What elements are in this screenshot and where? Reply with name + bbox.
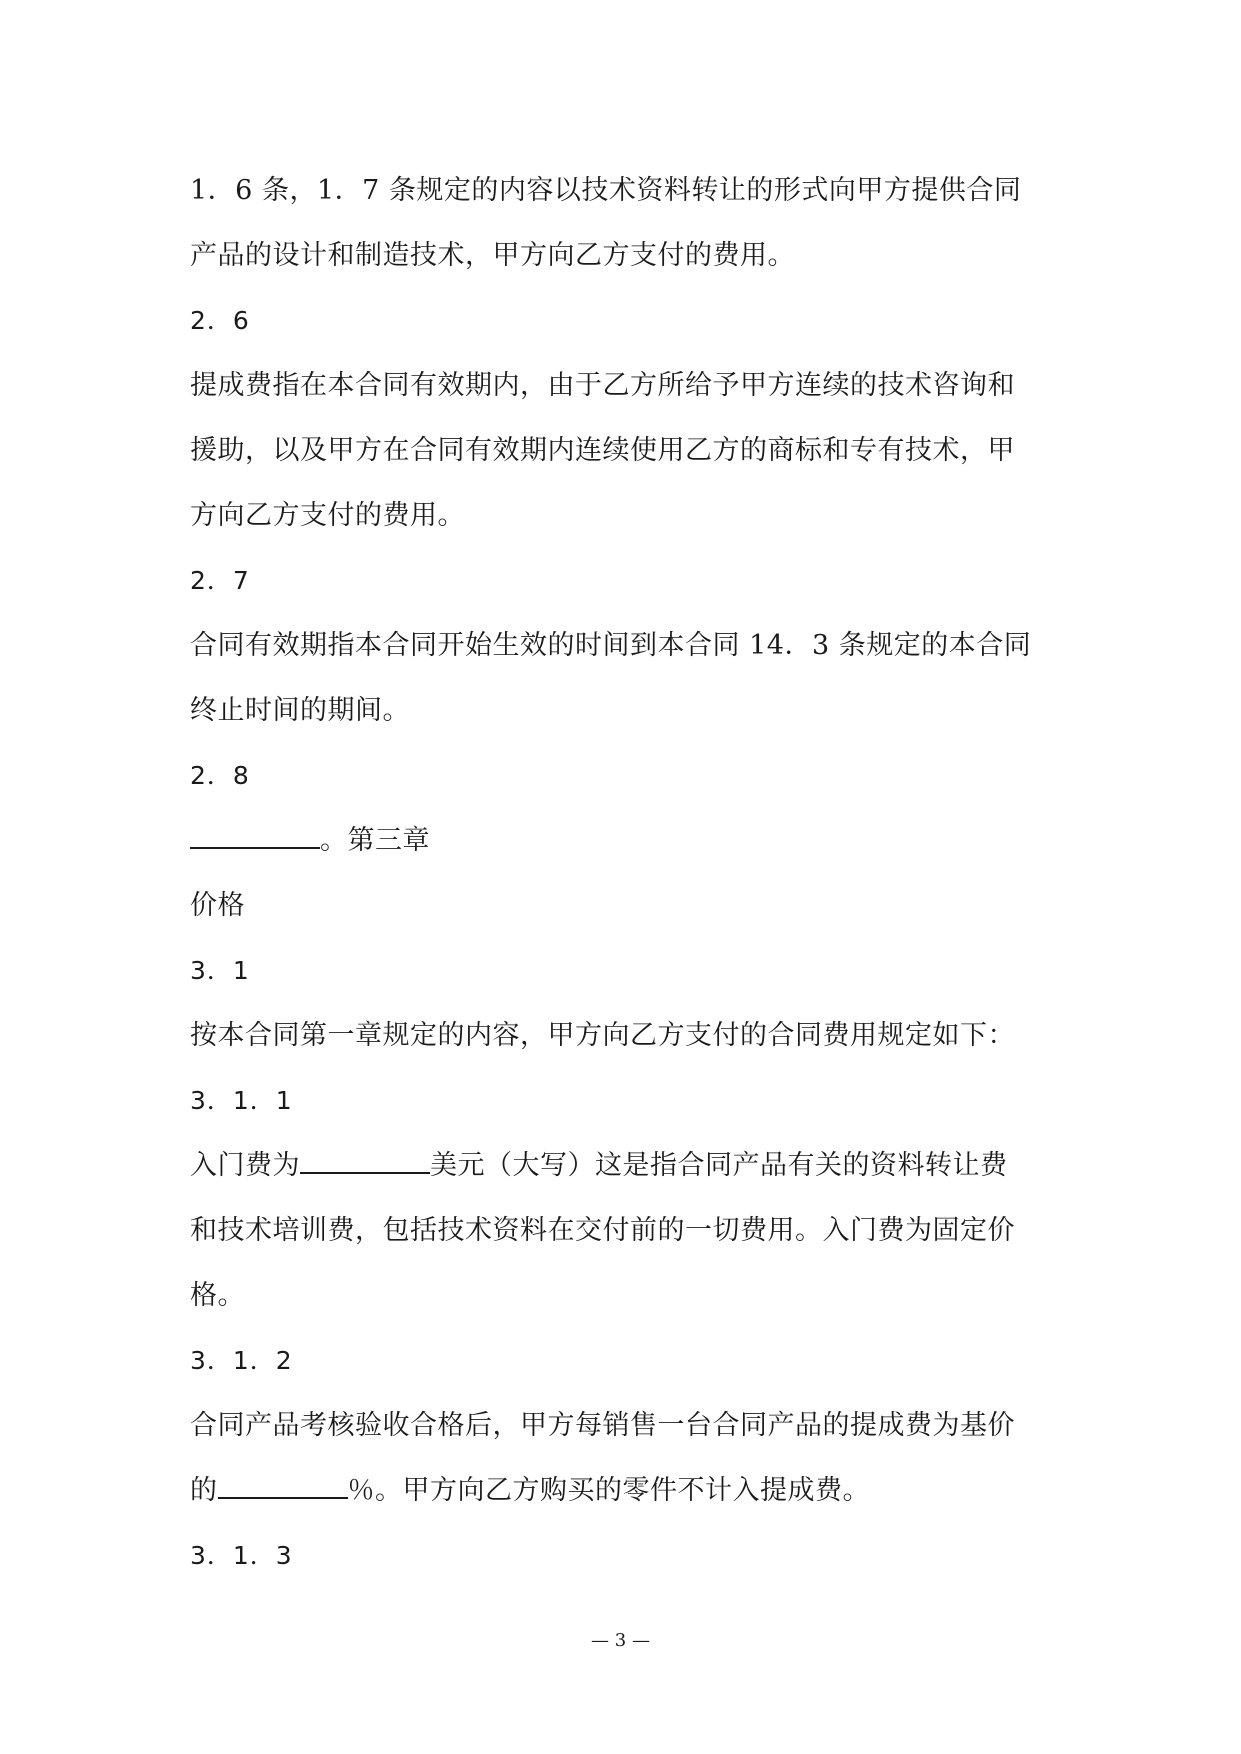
text-line	[190, 678, 1070, 743]
line-text: 2．8	[190, 761, 250, 790]
document-body	[190, 158, 1070, 1588]
line-text: ％。甲方向乙方购买的零件不计入提成费。	[347, 1475, 870, 1506]
line-text: 终止时间的期间。	[190, 695, 410, 726]
page-number: — 3 —	[591, 1630, 650, 1651]
line-text: 入门费为	[190, 1150, 300, 1181]
chapter-title	[190, 873, 1070, 938]
line-text: 3．1．3	[190, 1541, 293, 1570]
text-line	[190, 353, 1070, 418]
text-line	[190, 1133, 1070, 1198]
fill-in-blank[interactable]	[218, 1473, 348, 1499]
text-line	[190, 418, 1070, 483]
line-text: 。第三章	[320, 825, 430, 856]
text-line	[190, 613, 1070, 678]
clause-number	[190, 743, 1070, 808]
clause-number	[190, 1523, 1070, 1588]
clause-number	[190, 938, 1070, 1003]
line-text: 和技术培训费，包括技术资料在交付前的一切费用。入门费为固定价	[190, 1215, 1015, 1246]
text-line	[190, 1198, 1070, 1263]
text-line	[190, 483, 1070, 548]
line-text: 3．1．1	[190, 1086, 293, 1115]
clause-number	[190, 548, 1070, 613]
text-line	[190, 1393, 1070, 1458]
line-text: 产品的设计和制造技术，甲方向乙方支付的费用。	[190, 240, 795, 271]
line-text: 格。	[190, 1280, 245, 1311]
line-text: 2．6	[190, 306, 250, 335]
line-text: 2．7	[190, 566, 250, 595]
line-text: 美元（大写）这是指合同产品有关的资料转让费	[430, 1150, 1008, 1181]
line-text: 3．1．2	[190, 1346, 293, 1375]
line-text: 方向乙方支付的费用。	[190, 500, 465, 531]
clause-number	[190, 1328, 1070, 1393]
line-text: 按本合同第一章规定的内容，甲方向乙方支付的合同费用规定如下：	[190, 1020, 1015, 1051]
fill-in-blank[interactable]	[190, 823, 320, 849]
text-line	[190, 223, 1070, 288]
line-text: 提成费指在本合同有效期内，由于乙方所给予甲方连续的技术咨询和	[190, 370, 1015, 401]
clause-number	[190, 1068, 1070, 1133]
text-line	[190, 158, 1070, 223]
line-text: 3．1	[190, 956, 250, 985]
text-line	[190, 1003, 1070, 1068]
line-text: 的	[190, 1475, 218, 1506]
line-text: 价格	[190, 890, 245, 921]
fill-in-blank[interactable]	[300, 1148, 430, 1174]
line-text: 合同有效期指本合同开始生效的时间到本合同 14．3 条规定的本合同	[190, 630, 1032, 661]
line-text: 1．6 条，1．7 条规定的内容以技术资料转让的形式向甲方提供合同	[190, 175, 1022, 206]
text-line	[190, 808, 1070, 873]
line-text: 合同产品考核验收合格后，甲方每销售一台合同产品的提成费为基价	[190, 1410, 1015, 1441]
text-line	[190, 1263, 1070, 1328]
clause-number	[190, 288, 1070, 353]
text-line	[190, 1458, 1070, 1523]
line-text: 援助，以及甲方在合同有效期内连续使用乙方的商标和专有技术，甲	[190, 435, 1015, 466]
